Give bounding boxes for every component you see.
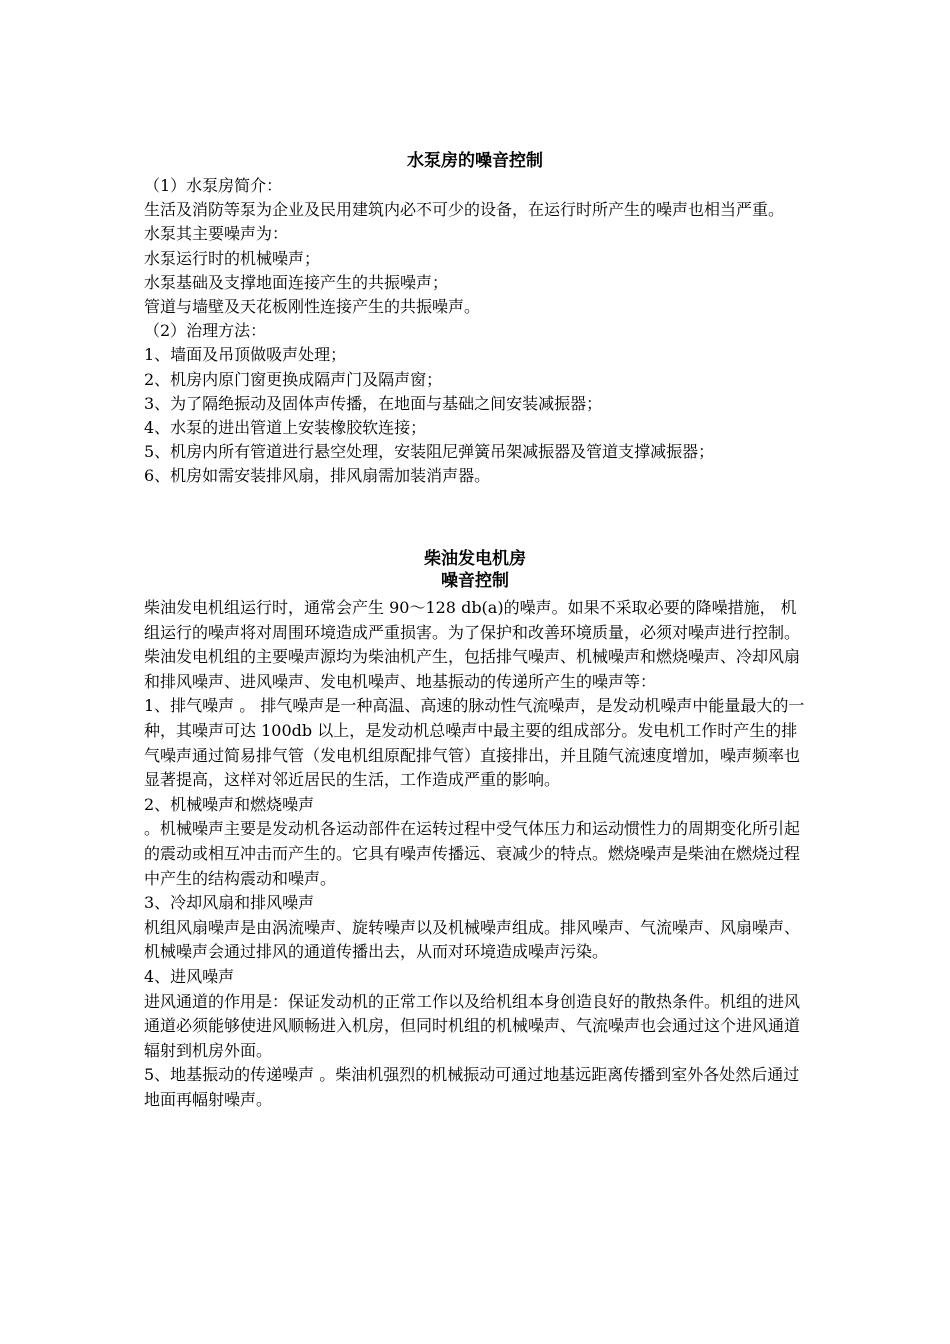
paragraph: 4、水泵的进出管道上安装橡胶软连接； (144, 418, 427, 438)
paragraph: 水泵其主要噪声为： (144, 224, 289, 244)
paragraph: 机组风扇噪声是由涡流噪声、旋转噪声以及机械噪声组成。排风噪声、气流噪声、风扇噪声、机械噪声会通过排风的通道传播出去，从而对环境造成噪声污染。 (144, 917, 801, 962)
section2-body (144, 596, 812, 1112)
section2-title-line2: 噪音控制 (441, 571, 509, 591)
paragraph: （2）治理方法： (144, 321, 267, 341)
paragraph: 5、机房内所有管道进行悬空处理，安装阻尼弹簧吊架减振器及管道支撑减振器； (144, 442, 715, 462)
paragraph: 2、机械噪声和燃烧噪声 (144, 794, 315, 814)
section1-title: 水泵房的噪音控制 (407, 151, 543, 171)
paragraph: 2、机房内原门窗更换成隔声门及隔声窗； (144, 369, 443, 389)
paragraph: 3、为了隔绝振动及固体声传播，在地面与基础之间安装减振器； (144, 393, 603, 413)
paragraph: （1）水泵房简介： (144, 176, 283, 195)
paragraph: 。机械噪声主要是发动机各运动部件在运转过程中受气体压力和运动惯性力的周期变化所引起的震动或相互冲击而产生的。它具有噪声传播远、衰减少的特点。燃烧噪声是柴油在燃烧过程中产生的结构震动和噪声。 (144, 819, 801, 888)
paragraph: 柴油发电机组运行时，通常会产生 90～128 db(a)的噪声。如果不采取必要的降噪措施， 机组运行的噪声将对周围环境造成严重损害。为了保护和改善环境质量，必须对噪声进行控制。 (144, 598, 801, 642)
paragraph: 1、墙面及吊顶做吸声处理； (144, 345, 347, 365)
paragraph: 1、排气噪声 。 排气噪声是一种高温、高速的脉动性气流噪声，是发动机噪声中能量最大的一种，其噪声可达 100db 以上，是发动机总噪声中最主要的组成部分。发电机工作时产生的排气噪声通过简易排气管（发电机组原配排气管）直接排出，并且随气流速度增加，噪声频率也显著提高，这样对邻近居民的生活，工作造成严重的影响。 (144, 696, 805, 790)
paragraph: 进风通道的作用是：保证发动机的正常工作以及给机组本身创造良好的散热条件。机组的进风通道必须能够使进风顺畅进入机房，但同时机组的机械噪声、气流噪声也会通过这个进风通道辐射到机房外面。 (144, 991, 801, 1060)
section2-title-line1: 柴油发电机房 (424, 549, 526, 569)
paragraph: 3、冷却风扇和排风噪声 (144, 893, 315, 913)
section1-body (144, 174, 812, 489)
paragraph: 4、进风噪声 (144, 966, 235, 986)
paragraph: 水泵基础及支撑地面连接产生的共振噪声； (144, 272, 449, 292)
paragraph: 管道与墙壁及天花板刚性连接产生的共振噪声。 (144, 297, 481, 317)
paragraph: 水泵运行时的机械噪声； (144, 248, 321, 268)
paragraph: 5、地基振动的传递噪声 。柴油机强烈的机械振动可通过地基远距离传播到室外各处然后通过地面再幅射噪声。 (144, 1065, 800, 1109)
paragraph: 生活及消防等泵为企业及民用建筑内必不可少的设备，在运行时所产生的噪声也相当严重。 (144, 200, 785, 220)
paragraph: 6、机房如需安装排风扇，排风扇需加装消声器。 (144, 466, 491, 486)
paragraph: 柴油发电机组的主要噪声源均为柴油机产生，包括排气噪声、机械噪声和燃烧噪声、冷却风扇和排风噪声、进风噪声、发电机噪声、地基振动的传递所产生的噪声等： (144, 647, 801, 691)
